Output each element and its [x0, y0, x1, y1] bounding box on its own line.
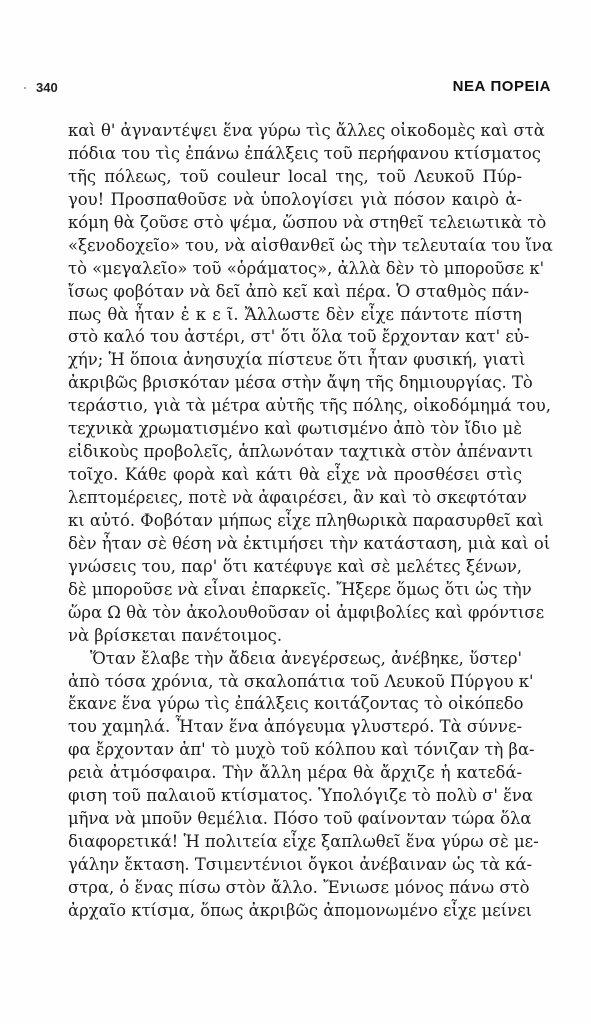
text-line: Ὅταν ἔλαβε τὴν ἄδεια ἀνεγέρσεως, ἀνέβηκε, ὕστερ' — [90, 648, 522, 668]
text-line: ἀπὸ τόσα χρόνια, τὰ σκαλοπάτια τοῦ Λευκοῦ Πύργου κ' — [68, 671, 534, 691]
text-line: ἀκριβῶς βρισκόταν μέσα στὴν ἄψη τῆς δημιουργίας. Τὸ — [68, 373, 533, 393]
text-line: ἔκανε ἕνα γύρω τὶς ἐπάλξεις κοιτάζοντας τὸ οἰκόπεδο — [68, 694, 524, 714]
running-title: ΝΕΑ ΠΟΡΕΙΑ — [452, 78, 551, 95]
text-line: νὰ βρίσκεται πανέτοιμος. — [68, 625, 283, 645]
text-line: ἴσως φοβόταν νὰ δεῖ ἀπὸ κεῖ καὶ πέρα. Ὁ σταθμὸς πάν- — [68, 281, 529, 301]
text-line: φα ἔρχονταν ἀπ' τὸ μυχὸ τοῦ κόλπου καὶ τόνιζαν τὴ βα- — [68, 740, 535, 760]
body-text — [68, 120, 553, 923]
text-line: στρα, ὁ ἕνας πίσω στὸν ἄλλο. Ἔνιωσε μόνος πάνω στὸ — [68, 877, 530, 897]
text-line: ρειὰ ἀτμόσφαιρα. Τὴν ἄλλη μέρα θὰ ἄρχιζε ἡ κατεδά- — [68, 763, 522, 783]
text-line: δὲν ἦταν σὲ θέση νὰ ἐκτιμήσει τὴν κατάσταση, μιὰ καὶ οἱ — [68, 533, 551, 553]
text-line: καὶ θ' ἀγναντέψει ἕνα γύρω τὶς ἄλλες οἰκοδομὲς καὶ στὰ — [68, 121, 545, 140]
paragraph-1 — [68, 120, 553, 648]
text-line: εἰδικοὺς προβολεῖς, ἁπλωνόταν ταχτικὰ στὸν ἀπέναντι — [68, 442, 534, 462]
page-number: 340 — [36, 80, 58, 95]
text-line: τεράστιο, γιὰ τὰ μέτρα αὐτῆς τῆς πόλης, οἰκοδόμημά του, — [68, 396, 551, 416]
text-line: στὸ καλό του ἀστέρι, στ' ὅτι ὅλα τοῦ ἔρχονταν κατ' εὐ- — [68, 327, 530, 347]
text-line: ἀρχαῖο κτίσμα, ὅπως ἀκριβῶς ἀπομονωμένο εἶχε μείνει — [68, 900, 533, 920]
text-line: γου! Προσπαθοῦσε νὰ ὑπολογίσει γιὰ πόσον καιρὸ ἀ- — [68, 189, 522, 209]
text-line: τὸ «μεγαλεῖο» τοῦ «ὁράματος», ἀλλὰ δὲν τὸ μποροῦσε κ' — [68, 258, 545, 278]
text-line: τεχνικὰ χρωματισμένο καὶ φωτισμένο ἀπὸ τὸν ἴδιο μὲ — [68, 419, 522, 439]
text-line: κόμη θὰ ζοῦσε στὸ ψέμα, ὥσπου νὰ στηθεῖ τελειωτικὰ τὸ — [68, 212, 547, 232]
text-line: κι αὐτό. Φοβόταν μήπως εἶχε πληθωρικὰ παρασυρθεῖ καὶ — [68, 510, 544, 530]
text-line: φιση τοῦ παλαιοῦ κτίσματος. Ὑπολόγιζε τὸ πολὺ σ' ἕνα — [68, 786, 533, 806]
text-line: του χαμηλά. Ἦταν ἕνα ἀπόγευμα γλυστερό. Τὰ σύννε- — [68, 717, 522, 737]
text-line: τοῖχο. Κάθε φορὰ καὶ κάτι θὰ εἶχε νὰ προσθέσει στὶς — [68, 465, 522, 485]
page-header — [36, 80, 551, 104]
text-line: «ξενοδοχεῖο» του, νὰ αἰσθανθεῖ ὡς τὴν τελευταία του ἴνα — [68, 235, 553, 255]
text-line: γνώσεις του, παρ' ὅτι κατέφυγε καὶ σὲ μελέτες ξένων, — [68, 556, 522, 576]
text-line: ὥρα Ω θὰ τὸν ἀκολουθοῦσαν οἱ ἀμφιβολίες καὶ φρόντισε — [68, 602, 545, 622]
text-line: τῆς πόλεως, τοῦ couleur local της, τοῦ Λευκοῦ Πύρ- — [68, 166, 522, 186]
text-line: πόδια του τὶς ἐπάνω ἐπάλξεις τοῦ περήφανου κτίσματος — [68, 143, 541, 163]
text-line: πως θὰ ἦταν ἐ κ ε ῖ. Ἄλλωστε δὲν εἶχε πάντοτε πίστη — [68, 304, 522, 324]
text-line: δὲ μποροῦσε νὰ εἶναι ἐπαρκεῖς. Ἤξερε ὅμως ὅτι ὡς τὴν — [68, 579, 532, 599]
text-line: λεπτομέρειες, ποτὲ νὰ ἀφαιρέσει, ἂν καὶ τὸ σκεφτόταν — [68, 488, 527, 507]
margin-speck — [24, 87, 26, 89]
paragraph-2 — [68, 648, 539, 923]
text-line: χήν; Ἡ ὅποια ἀνησυχία πίστευε ὅτι ἦταν φυσική, γιατὶ — [68, 350, 526, 370]
text-line: μῆνα νὰ μποῦν θεμέλια. Πόσο τοῦ φαίνονταν τώρα ὅλα — [68, 809, 532, 829]
text-line: διαφορετικά! Ἡ πολιτεία εἶχε ξαπλωθεῖ ἕνα γύρω σὲ με- — [68, 832, 539, 852]
text-line: γάλην ἔκταση. Τσιμεντένιοι ὄγκοι ἀνέβαιναν ὡς τὰ κά- — [68, 855, 533, 874]
